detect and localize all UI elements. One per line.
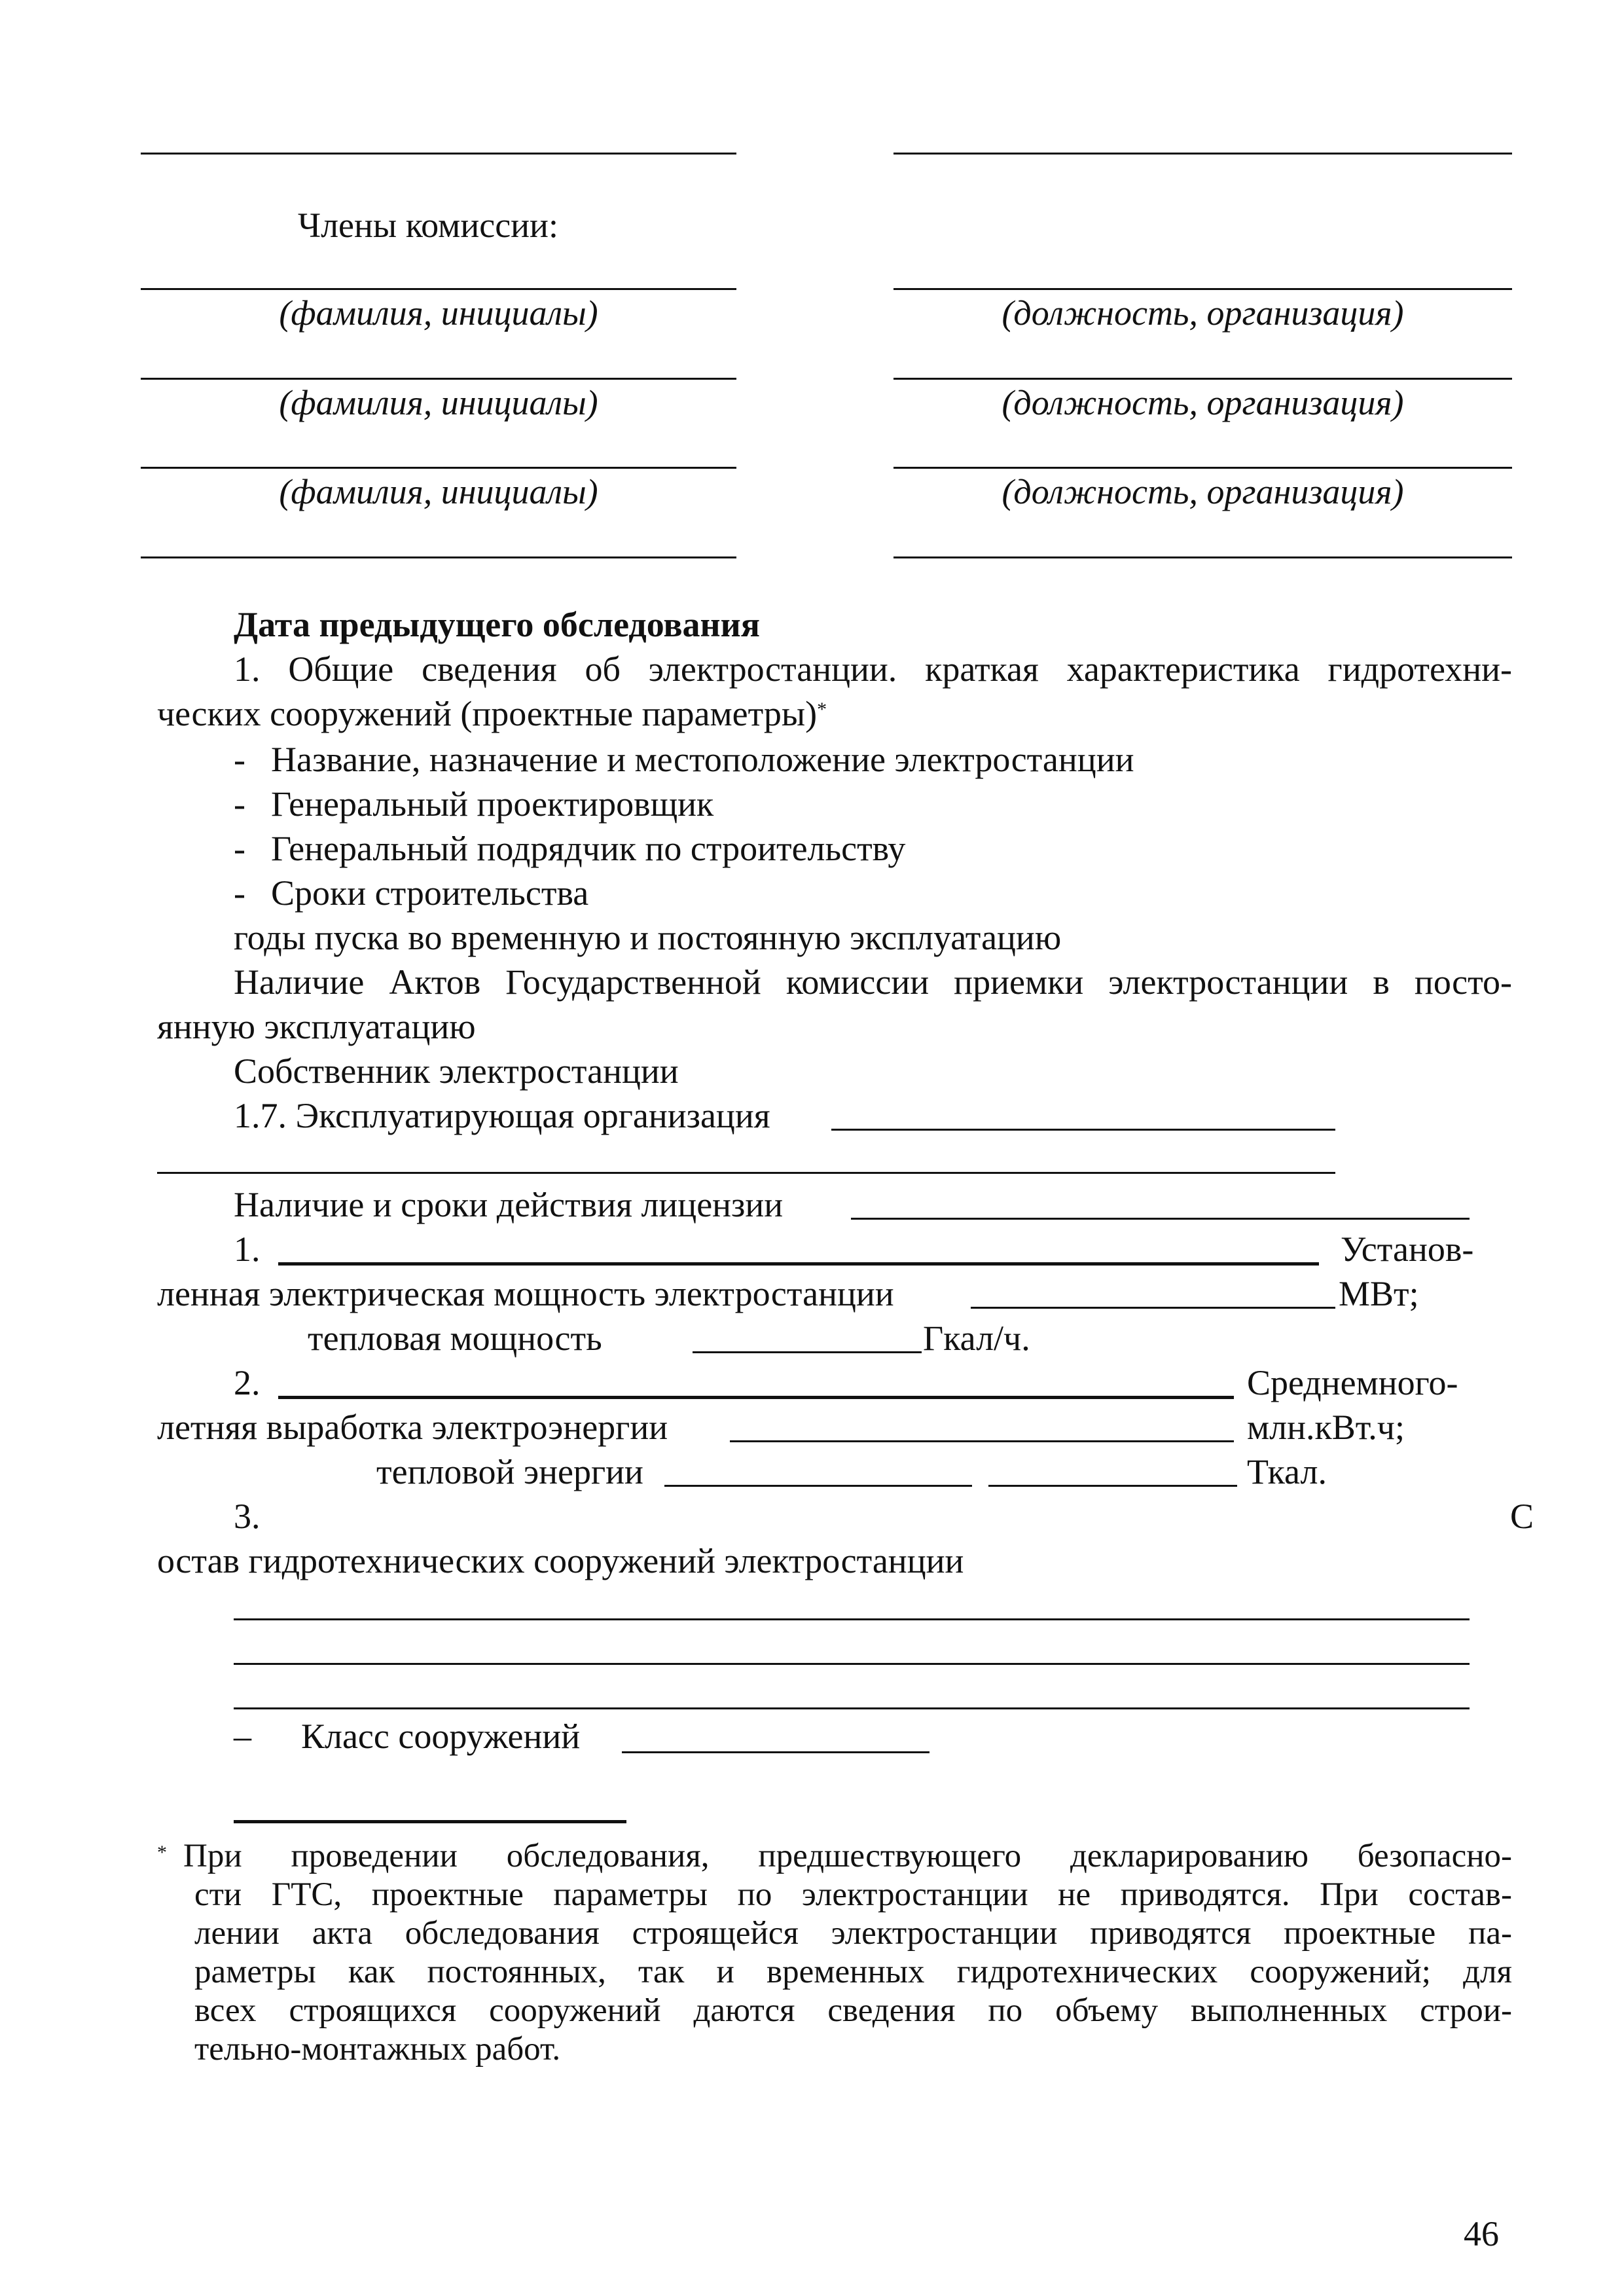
bullet-item: Сроки строительства <box>271 873 589 913</box>
item3-number: 3. <box>234 1497 261 1536</box>
item2-field[interactable] <box>278 1396 1234 1399</box>
capacity-unit: МВт; <box>1339 1274 1419 1313</box>
section1-heading-line1: 1. Общие сведения об электростанции. краткая характеристика гидротехни- <box>234 649 1512 689</box>
license-field[interactable] <box>851 1218 1470 1220</box>
class-field[interactable] <box>622 1751 929 1753</box>
page-number: 46 <box>1464 2214 1499 2253</box>
bullet-dash: - <box>234 740 245 779</box>
operator-field-continued[interactable] <box>157 1172 1335 1174</box>
footnote-line: раметры как постоянных, так и временных гидротехнических сооружений; для <box>194 1954 1512 1990</box>
operator-label: 1.7. Эксплуатирующая организация <box>234 1096 770 1135</box>
start-years-label: годы пуска во временную и постоянную эксплуатацию <box>234 918 1062 957</box>
name-line <box>141 467 736 469</box>
composition-field-line[interactable] <box>234 1707 1470 1709</box>
signature-line <box>893 153 1512 155</box>
signature-line <box>141 556 736 558</box>
item2-tail: Среднемного- <box>1247 1363 1458 1402</box>
bullet-item: Название, назначение и местоположение электростанции <box>271 740 1134 779</box>
position-caption: (должность, организация) <box>1001 293 1404 333</box>
footnote-marker: * <box>157 1842 167 1863</box>
footnote-line: При проведении обследования, предшествующего декларированию безопасно- <box>183 1838 1512 1874</box>
footnote-line: тельно-монтажных работ. <box>194 2031 561 2068</box>
composition-label: остав гидротехнических сооружений электростанции <box>157 1541 964 1580</box>
bullet-item: Генеральный подрядчик по строительству <box>271 829 906 868</box>
output-field[interactable] <box>730 1440 1234 1442</box>
thermal-energy-label: тепловой энергии <box>376 1452 643 1491</box>
operator-field[interactable] <box>831 1129 1335 1131</box>
bullet-item: Генеральный проектировщик <box>271 784 714 824</box>
owner-label: Собственник электростанции <box>234 1051 679 1091</box>
output-label: летняя выработка электроэнергии <box>157 1408 668 1447</box>
acts-line1: Наличие Актов Государственной комиссии приемки электростанции в посто- <box>234 962 1512 1002</box>
name-caption: (фамилия, инициалы) <box>279 293 598 333</box>
section1-heading-line2: ческих сооружений (проектные параметры)* <box>157 694 827 733</box>
thermal-energy-field-a[interactable] <box>664 1485 972 1487</box>
capacity-field[interactable] <box>971 1307 1335 1309</box>
position-line <box>893 288 1512 290</box>
position-caption: (должность, организация) <box>1001 383 1404 422</box>
item2-number: 2. <box>234 1363 261 1402</box>
thermal-energy-field-b[interactable] <box>988 1485 1237 1487</box>
capacity-label: ленная электрическая мощность электростанции <box>157 1274 894 1313</box>
signature-line <box>893 556 1512 558</box>
item1-tail: Установ- <box>1341 1230 1474 1269</box>
footnote-line: лении акта обследования строящейся электростанции приводятся проектные па- <box>194 1915 1512 1952</box>
item1-number: 1. <box>234 1230 261 1269</box>
bullet-dash: - <box>234 829 245 868</box>
name-line <box>141 378 736 380</box>
footnote-marker: * <box>817 699 827 720</box>
position-line <box>893 378 1512 380</box>
signature-line <box>141 153 736 155</box>
footnote-line: сти ГТС, проектные параметры по электростанции не приводятся. При состав- <box>194 1876 1512 1913</box>
name-caption: (фамилия, инициалы) <box>279 472 598 511</box>
thermal-capacity-field[interactable] <box>693 1351 922 1353</box>
class-dash: – <box>234 1717 251 1756</box>
position-caption: (должность, организация) <box>1001 472 1404 511</box>
bullet-dash: - <box>234 784 245 824</box>
composition-field-line[interactable] <box>234 1618 1470 1620</box>
position-line <box>893 467 1512 469</box>
item1-field[interactable] <box>278 1262 1319 1266</box>
prev-survey-date-label: Дата предыдущего обследования <box>234 605 760 644</box>
class-label: Класс сооружений <box>301 1717 581 1756</box>
composition-field-line[interactable] <box>234 1663 1470 1665</box>
item3-tail: С <box>1510 1497 1534 1536</box>
bullet-dash: - <box>234 873 245 913</box>
commission-members-label: Члены комиссии: <box>298 206 558 245</box>
license-label: Наличие и сроки действия лицензии <box>234 1185 784 1224</box>
output-unit: млн.кВт.ч; <box>1247 1408 1405 1447</box>
name-line <box>141 288 736 290</box>
acts-line2: янную эксплуатацию <box>157 1007 476 1046</box>
thermal-energy-unit: Ткал. <box>1247 1452 1327 1491</box>
footnote-line: всех строящихся сооружений даются сведения по объему выполненных строи- <box>194 1992 1512 2029</box>
thermal-capacity-unit: Гкал/ч. <box>923 1319 1030 1358</box>
name-caption: (фамилия, инициалы) <box>279 383 598 422</box>
thermal-capacity-label: тепловая мощность <box>308 1319 602 1358</box>
footnote-separator <box>234 1820 626 1823</box>
